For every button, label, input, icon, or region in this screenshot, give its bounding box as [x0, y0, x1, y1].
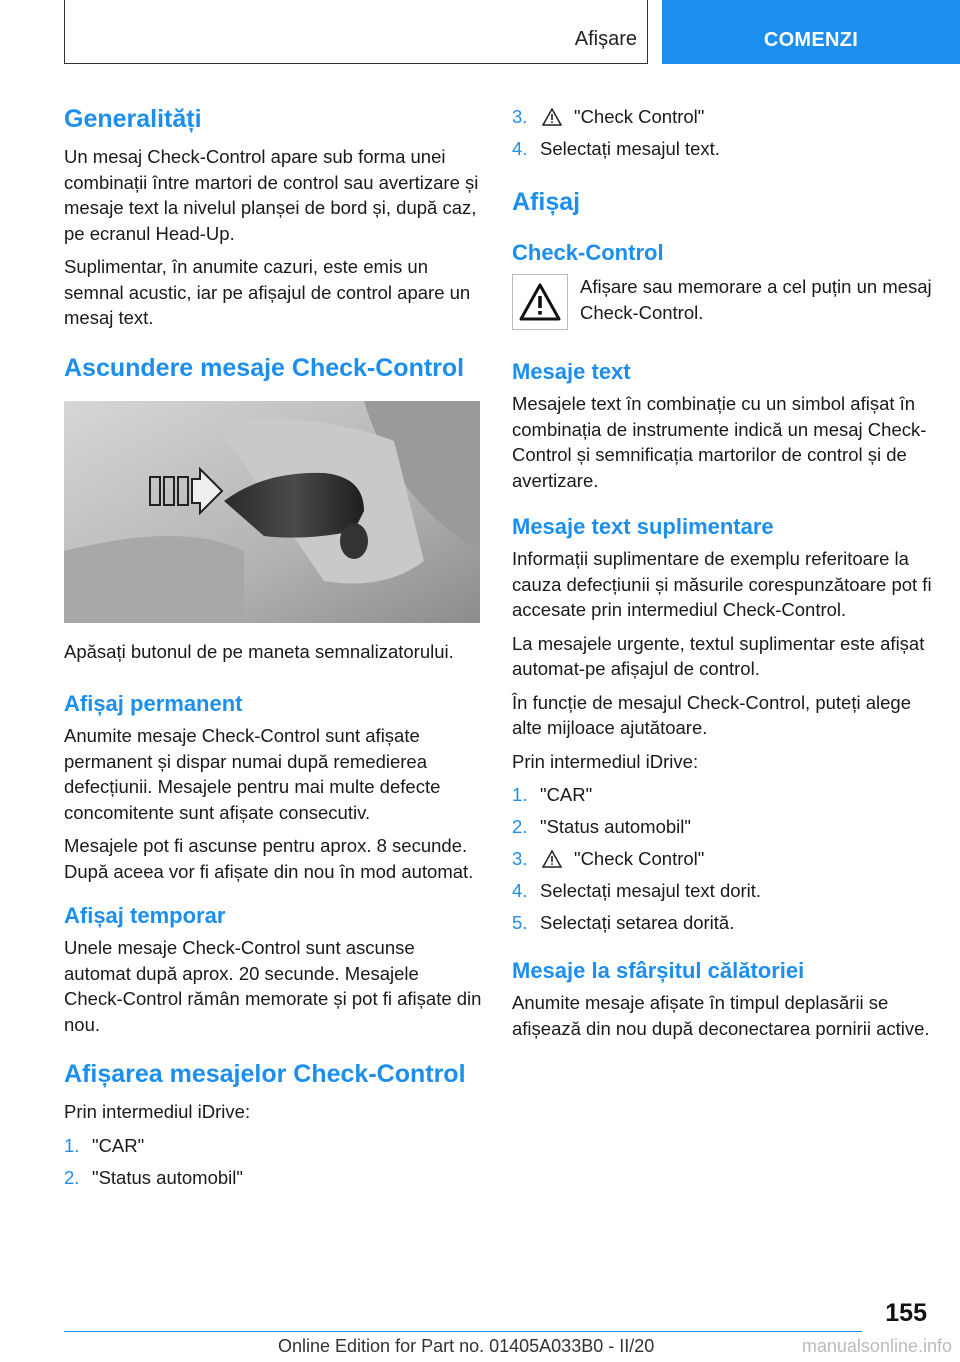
step-text: Selectați mesajul text dorit.	[540, 880, 762, 901]
header-chapter-tab[interactable]: COMENZI	[662, 0, 960, 64]
heading-show-messages: Afișarea mesajelor Check-Control	[64, 1060, 466, 1088]
turn-signal-lever-photo	[64, 401, 480, 623]
heading-temporary-display: Afișaj temporar	[64, 903, 226, 928]
paragraph: Prin intermediul iDrive:	[64, 1101, 251, 1122]
warning-triangle-icon	[519, 283, 561, 321]
warning-triangle-icon	[542, 850, 562, 868]
step-number: 3.	[512, 848, 528, 869]
paragraph: Mesajele pot fi ascunse pentru aprox. 8 secunde. După aceea vor fi afișate din nou în mod automat.	[64, 835, 474, 882]
step-number: 3.	[512, 106, 528, 127]
list-item	[512, 104, 932, 129]
idrive-supplementary-steps	[512, 782, 932, 935]
step-text: "Check Control"	[574, 848, 705, 869]
paragraph: Prin intermediul iDrive:	[512, 750, 699, 772]
step-text: "Status automobil"	[540, 816, 691, 837]
list-item	[512, 782, 932, 807]
step-text: "CAR"	[540, 784, 593, 805]
paragraph: Anumite mesaje afișate în timpul deplasării se afișează din nou după deconectarea pornirii active.	[512, 992, 930, 1039]
heading-generalitati: Generalități	[64, 105, 202, 133]
paragraph: La mesajele urgente, textul suplimentar este afișat automat-pe afișajul de control.	[512, 632, 925, 679]
step-text: "CAR"	[92, 1134, 145, 1156]
list-item	[64, 1165, 482, 1190]
heading-text-messages: Mesaje text	[512, 359, 631, 384]
step-text: "Check Control"	[574, 106, 705, 127]
list-item	[64, 1133, 482, 1158]
paragraph: În funcție de mesajul Check-Control, puteți alege alte mijloace ajutătoare.	[512, 691, 911, 738]
heading-hide-messages: Ascundere mesaje Check-Control	[64, 353, 465, 382]
paragraph: Unele mesaje Check-Control sunt ascunse automat după aprox. 20 secunde. Mesajele Check-Control rămân memorate și pot fi afișate din nou.	[64, 937, 482, 1035]
list-item	[512, 910, 932, 935]
right-column	[512, 100, 932, 1049]
header-section-box	[64, 0, 648, 64]
heading-supplementary-text: Mesaje text suplimentare	[512, 514, 774, 539]
step-number: 4.	[512, 138, 528, 159]
warning-symbol-box	[512, 274, 568, 330]
paragraph: Suplimentar, în anumite cazuri, este emis un semnal acustic, iar pe afișajul de control apare un mesaj text.	[64, 256, 471, 328]
step-number: 4.	[512, 880, 528, 901]
step-number: 1.	[512, 784, 528, 805]
watermark: manualsonline.info	[801, 1336, 952, 1356]
page-number: 155	[885, 1299, 927, 1327]
left-column	[64, 100, 482, 1200]
list-item	[512, 814, 932, 839]
step-text: Selectați setarea dorită.	[540, 912, 735, 933]
step-number: 2.	[512, 816, 528, 837]
heading-end-of-trip: Mesaje la sfârșitul călătoriei	[512, 958, 805, 983]
header-section-title: Afișare	[574, 28, 637, 50]
check-control-row	[512, 274, 932, 330]
paragraph: Un mesaj Check-Control apare sub forma unei combinații între martori de control sau avertizare și mesaje text la nivelul planșei de bord și, după caz, pe ecranul Head-Up.	[64, 146, 479, 244]
heading-check-control: Check-Control	[512, 240, 664, 265]
step-text: Selectați mesajul text.	[540, 138, 720, 159]
paragraph: Anumite mesaje Check-Control sunt afișate permanent și dispar numai după remedierea defecțiunii. Mesajele pentru mai multe defecte concomitente sunt afișate consecutiv.	[64, 725, 441, 823]
paragraph: Informații suplimentare de exemplu referitoare la cauza defecțiunii și măsurile corespunzătoare pot fi accesate prin intermediul Check-Control.	[512, 548, 932, 620]
idrive-steps-list	[64, 1133, 482, 1190]
list-item	[512, 846, 932, 871]
paragraph: Afișare sau memorare a cel puțin un mesaj Check-Control.	[580, 276, 932, 323]
footer-edition: Online Edition for Part no. 01405A033B0 - II/20	[278, 1336, 655, 1356]
step-number: 1.	[64, 1134, 80, 1156]
step-number: 5.	[512, 912, 528, 933]
list-item	[512, 878, 932, 903]
image-caption: Apăsați butonul de pe maneta semnalizatorului.	[64, 640, 454, 662]
idrive-steps-continued	[512, 104, 932, 161]
list-item	[512, 136, 932, 161]
step-number: 2.	[64, 1166, 80, 1188]
heading-permanent-display: Afișaj permanent	[64, 691, 243, 716]
step-text: "Status automobil"	[92, 1166, 243, 1188]
warning-triangle-icon	[542, 108, 562, 126]
heading-display: Afișaj	[512, 188, 581, 216]
footer-divider	[64, 1331, 862, 1332]
paragraph: Mesajele text în combinație cu un simbol afișat în combinația de instrumente indică un mesaj Check-Control și semnificația martorilor de control și de avertizare.	[512, 393, 927, 491]
